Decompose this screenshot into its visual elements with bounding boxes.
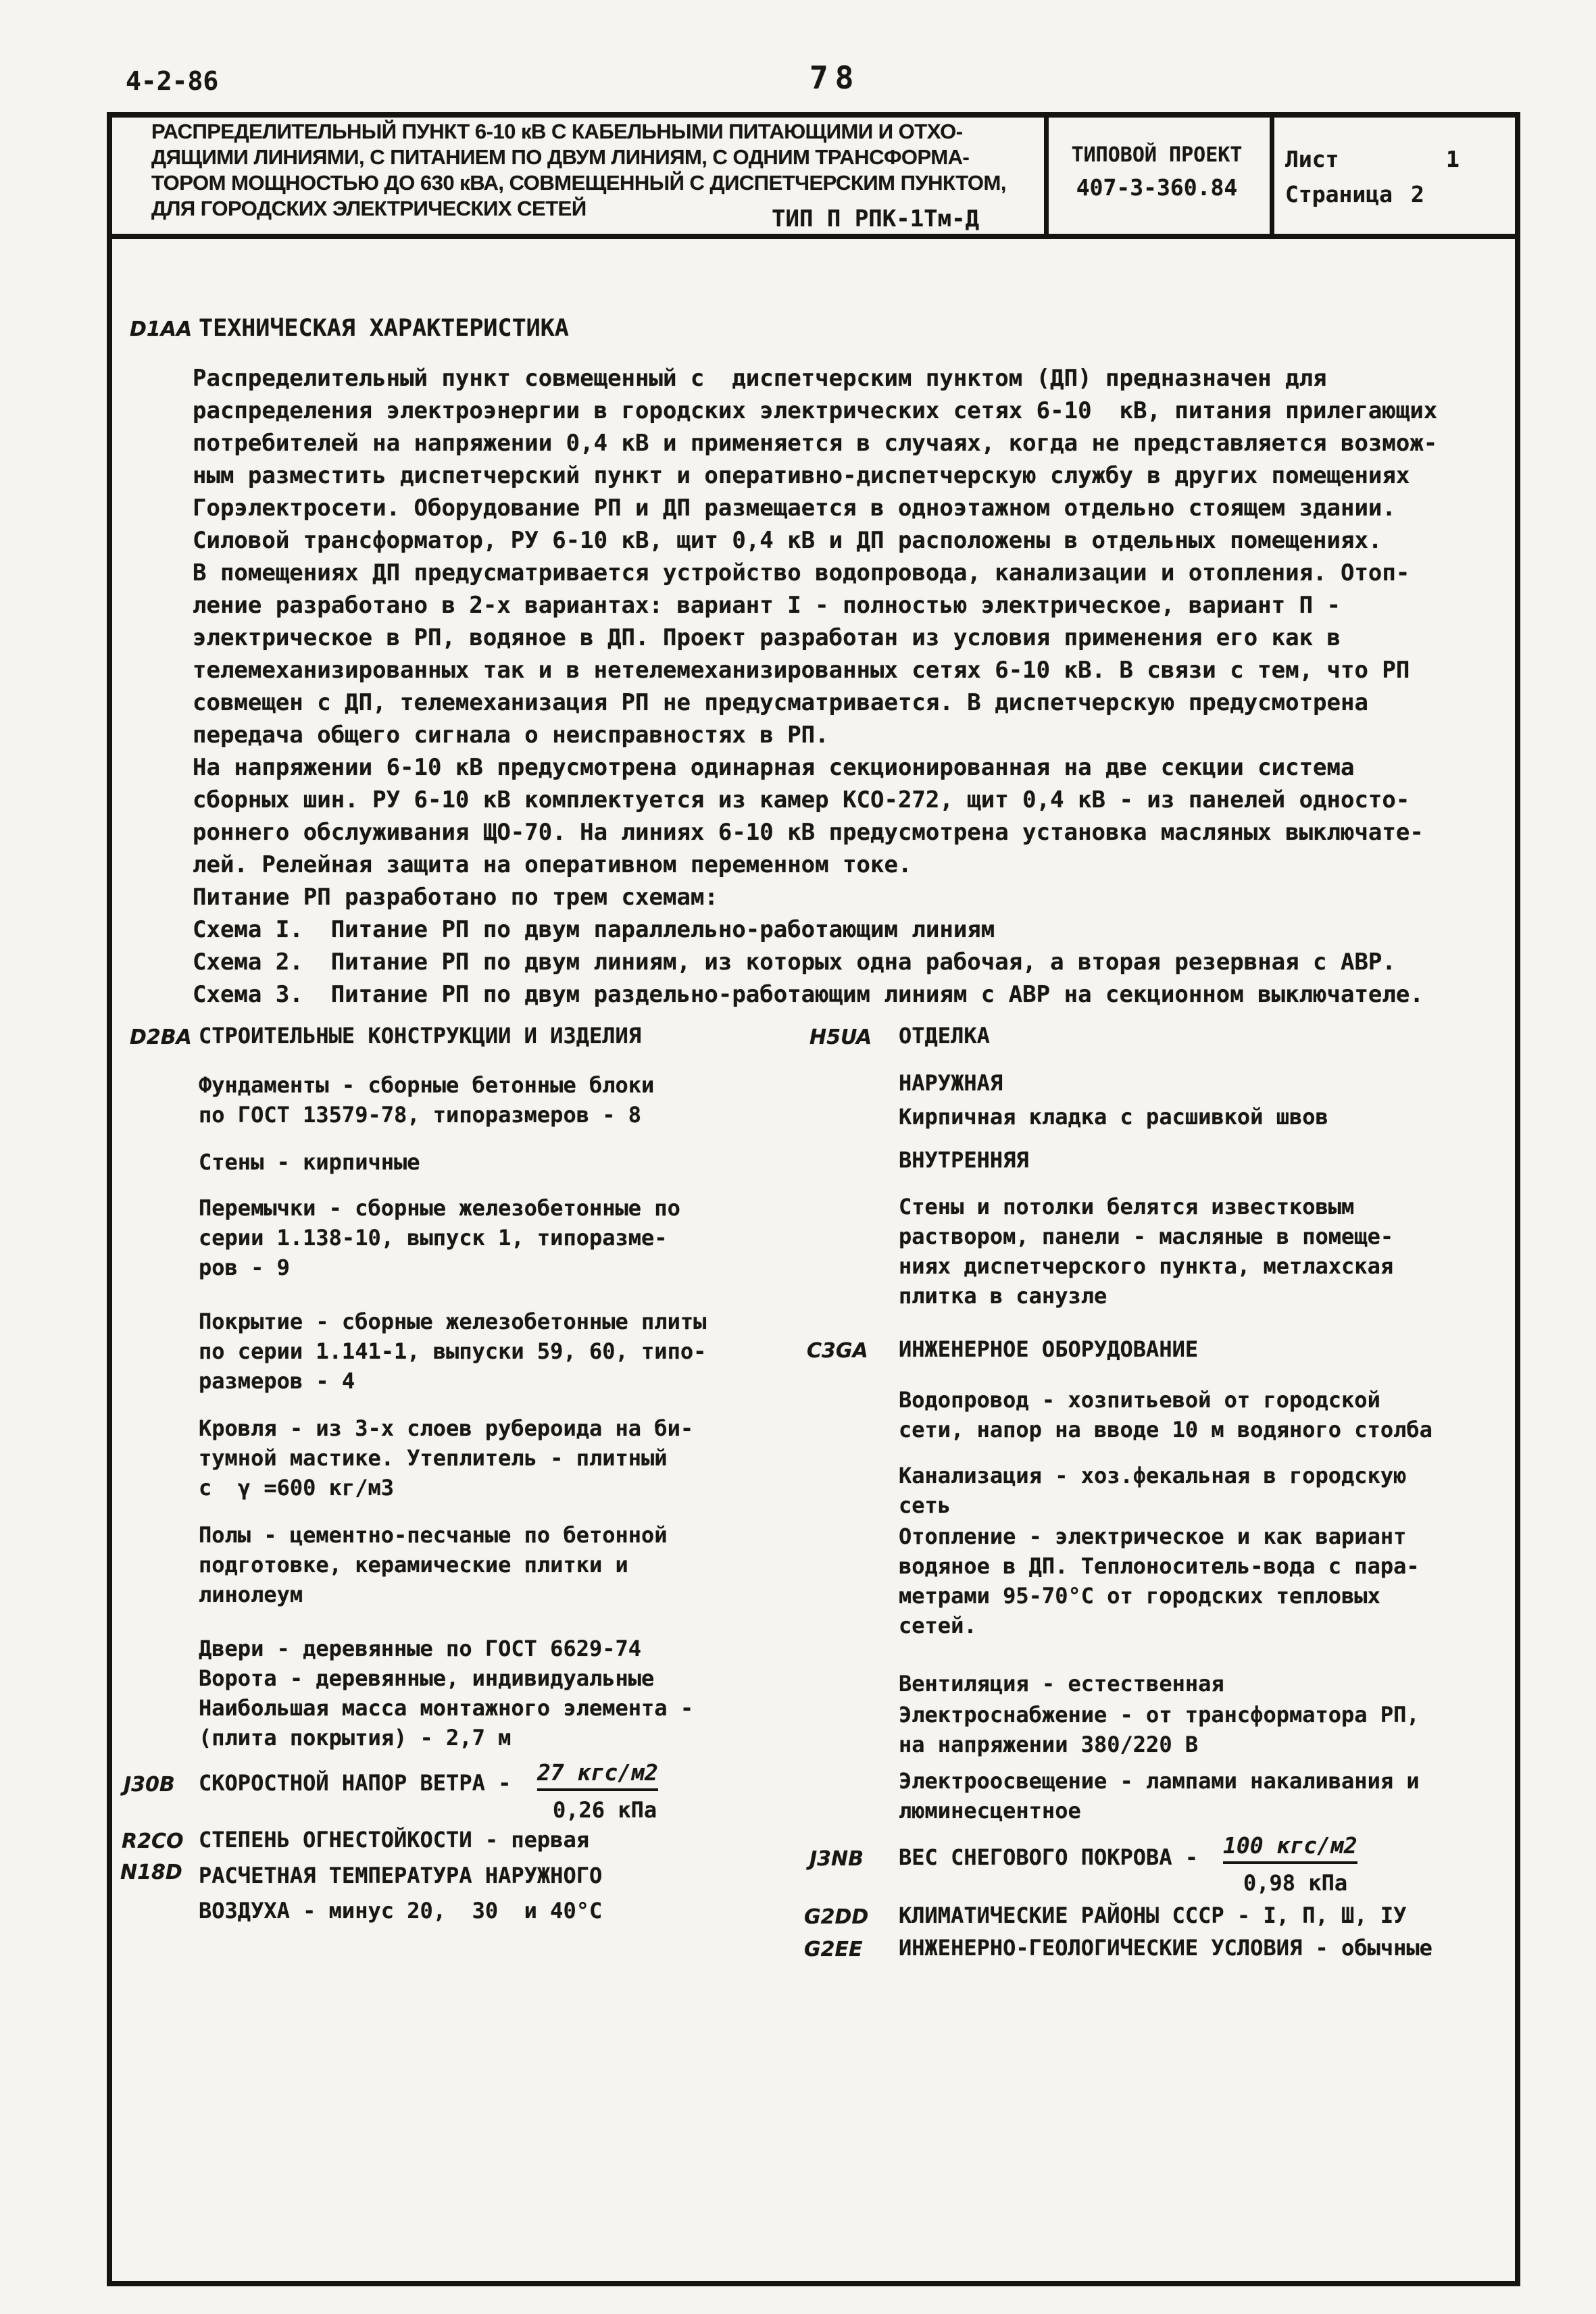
text-line: Силовой трансформатор, РУ 6-10 кВ, щит 0,4 кВ и ДП расположены в отдельных помещениях. bbox=[193, 527, 1382, 554]
header-divider-2 bbox=[1270, 115, 1274, 236]
text-line: электрическое в РП, водяное в ДП. Проект разработан из условия применения его как в bbox=[193, 624, 1341, 651]
finish-inner-text bbox=[899, 1192, 1393, 1311]
text-line: Стены и потолки белятся известковым bbox=[899, 1194, 1355, 1219]
text-line: ров - 9 bbox=[199, 1255, 290, 1280]
section-code-construction: D2BA bbox=[130, 1026, 192, 1049]
construction-foundations bbox=[199, 1070, 654, 1130]
text-line: плитка в санузле bbox=[899, 1283, 1107, 1309]
page-number: 78 bbox=[809, 59, 861, 96]
section-code-engineering: C3GA bbox=[807, 1339, 868, 1363]
text-line: совмещен с ДП, телемеханизация РП не предусматривается. В диспетчерскую предусмотрена bbox=[193, 689, 1368, 716]
text-line: серии 1.138-10, выпуск 1, типоразме- bbox=[199, 1225, 668, 1251]
text-line: Покрытие - сборные железобетонные плиты bbox=[199, 1309, 707, 1334]
section-code-snow: J3NB bbox=[809, 1847, 864, 1871]
section-code-geology: G2EE bbox=[804, 1938, 863, 1961]
header-bottom-rule bbox=[107, 234, 1520, 239]
engineering-sewage bbox=[899, 1461, 1406, 1520]
text-line: В помещениях ДП предусматривается устройство водопровода, канализации и отопления. Отоп- bbox=[193, 559, 1410, 586]
text-line: по ГОСТ 13579-78, типоразмеров - 8 bbox=[199, 1102, 642, 1128]
project-number: 407-3-360.84 bbox=[1076, 174, 1238, 201]
text-line: Схема 2. Питание РП по двум линиям, из которых одна рабочая, а вторая резервная с АВР. bbox=[193, 949, 1396, 976]
construction-lintels bbox=[199, 1193, 680, 1282]
text-line: размеров - 4 bbox=[199, 1368, 355, 1394]
wind-pressure-value-kgs: 27 кгс/м2 bbox=[537, 1759, 658, 1791]
wind-pressure-value-kpa: 0,26 кПа bbox=[553, 1797, 657, 1823]
text-line: подготовке, керамические плитки и bbox=[199, 1552, 628, 1578]
text-line: (плита покрытия) - 2,7 м bbox=[199, 1725, 512, 1751]
text-line: сборных шин. РУ 6-10 кВ комплектуется из камер КСО-272, щит 0,4 кВ - из панелей односто- bbox=[193, 786, 1410, 813]
finish-outer-label: НАРУЖНАЯ bbox=[899, 1070, 1003, 1096]
text-line: линолеум bbox=[199, 1582, 303, 1607]
engineering-power-supply bbox=[899, 1700, 1420, 1759]
finish-outer-text: Кирпичная кладка с расшивкой швов bbox=[899, 1104, 1328, 1130]
text-line: Схема 3. Питание РП по двум раздельно-работающим линиям с АВР на секционном выключателе. bbox=[193, 981, 1424, 1008]
text-line: Канализация - хоз.фекальная в городскую bbox=[899, 1463, 1407, 1488]
snow-load-value-kpa: 0,98 кПа bbox=[1243, 1870, 1348, 1896]
text-line: сети, напор на вводе 10 м водяного столба bbox=[899, 1417, 1432, 1442]
type-designation: ТИП П РПК-1Тм-Д bbox=[772, 205, 980, 232]
text-line: с γ =600 кг/м3 bbox=[199, 1475, 394, 1501]
engineering-lighting bbox=[899, 1766, 1420, 1826]
text-line: Кровля - из 3-х слоев рубероида на би- bbox=[199, 1415, 694, 1441]
engineering-water bbox=[899, 1385, 1432, 1444]
text-line: раствором, панели - масляные в помеще- bbox=[899, 1224, 1394, 1249]
text-line: роннего обслуживания ЩО-70. На линиях 6-10 кВ предусмотрена установка масляных выключате- bbox=[193, 819, 1424, 846]
text-line: РАСЧЕТНАЯ ТЕМПЕРАТУРА НАРУЖНОГО bbox=[199, 1863, 603, 1888]
section-title-tech: ТЕХНИЧЕСКАЯ ХАРАКТЕРИСТИКА bbox=[199, 315, 569, 342]
text-line: Стены - кирпичные bbox=[199, 1149, 420, 1175]
text-line: На напряжении 6-10 кВ предусмотрена одинарная секционированная на две секции система bbox=[193, 754, 1355, 781]
text-line: Ворота - деревянные, индивидуальные bbox=[199, 1665, 655, 1691]
text-line: Вентиляция - естественная bbox=[899, 1671, 1224, 1696]
text-line: лей. Релейная защита на оперативном переменном токе. bbox=[193, 851, 912, 878]
text-line: Перемычки - сборные железобетонные по bbox=[199, 1195, 680, 1221]
tech-paragraph bbox=[193, 362, 1437, 1011]
text-line: люминесцентное bbox=[899, 1798, 1081, 1823]
engineering-ventilation bbox=[899, 1669, 1224, 1699]
section-title-construction: СТРОИТЕЛЬНЫЕ КОНСТРУКЦИИ И ИЗДЕЛИЯ bbox=[199, 1023, 642, 1049]
text-line: водяное в ДП. Теплоноситель-вода с пара- bbox=[899, 1553, 1420, 1579]
text-line: распределения электроэнергии в городских электрических сетях 6-10 кВ, питания прилегающих bbox=[193, 397, 1438, 424]
text-line: тумной мастике. Утеплитель - плитный bbox=[199, 1445, 668, 1471]
snow-load-label: ВЕС СНЕГОВОГО ПОКРОВА - bbox=[899, 1844, 1199, 1870]
section-title-finish: ОТДЕЛКА bbox=[899, 1023, 990, 1049]
text-line: Электроосвещение - лампами накаливания и bbox=[899, 1768, 1420, 1794]
text-line: Электроснабжение - от трансформатора РП, bbox=[899, 1702, 1420, 1728]
wind-pressure-label: СКОРОСТНОЙ НАПОР ВЕТРА - bbox=[199, 1770, 512, 1796]
section-code-fire: R2CO bbox=[122, 1830, 184, 1853]
text-line: ДЯЩИМИ ЛИНИЯМИ, С ПИТАНИЕМ ПО ДВУМ ЛИНИЯМ, С ОДНИМ ТРАНСФОРМА- bbox=[151, 145, 970, 169]
sheet-label: Лист bbox=[1285, 146, 1339, 172]
text-line: Горэлектросети. Оборудование РП и ДП размещается в одноэтажном отдельно стоящем здании. bbox=[193, 495, 1396, 522]
text-line: Фундаменты - сборные бетонные блоки bbox=[199, 1072, 655, 1098]
text-line: сетей. bbox=[899, 1613, 977, 1638]
design-temperature bbox=[199, 1858, 602, 1928]
text-line: на напряжении 380/220 В bbox=[899, 1732, 1199, 1757]
construction-walls bbox=[199, 1147, 420, 1177]
text-line: потребителей на напряжении 0,4 кВ и применяется в случаях, когда не представляется возмож- bbox=[193, 430, 1438, 457]
text-line: Водопровод - хозпитьевой от городской bbox=[899, 1387, 1380, 1413]
text-line: сеть bbox=[899, 1492, 951, 1518]
page-label: Страница bbox=[1285, 181, 1393, 207]
engineering-heating bbox=[899, 1521, 1420, 1640]
section-code-finish: H5UA bbox=[809, 1026, 872, 1049]
climate-regions-text: КЛИМАТИЧЕСКИЕ РАЙОНЫ СССР - I, П, Ш, IУ bbox=[899, 1903, 1407, 1928]
section-code-wind: J30B bbox=[124, 1773, 175, 1796]
fire-resistance-text: СТЕПЕНЬ ОГНЕСТОЙКОСТИ - первая bbox=[199, 1827, 589, 1853]
text-line: ным разместить диспетчерский пункт и оперативно-диспетчерскую службу в других помещениях bbox=[193, 462, 1410, 489]
text-line: ТОРОМ МОЩНОСТЬЮ ДО 630 кВА, СОВМЕЩЕННЫЙ С ДИСПЕТЧЕРСКИМ ПУНКТОМ, bbox=[151, 171, 1006, 195]
text-line: ление разработано в 2-х вариантах: вариант I - полностью электрическое, вариант П - bbox=[193, 592, 1341, 619]
text-line: телемеханизированных так и в нетелемеханизированных сетях 6-10 кВ. В связи с тем, что РП bbox=[193, 657, 1410, 684]
text-line: Распределительный пункт совмещенный с диспетчерским пунктом (ДП) предназначен для bbox=[193, 365, 1327, 392]
snow-load-value-kgs: 100 кгс/м2 bbox=[1223, 1832, 1357, 1864]
text-line: Двери - деревянные по ГОСТ 6629-74 bbox=[199, 1636, 642, 1661]
text-line: ДЛЯ ГОРОДСКИХ ЭЛЕКТРИЧЕСКИХ СЕТЕЙ bbox=[151, 197, 587, 220]
text-line: передача общего сигнала о неисправностях в РП. bbox=[193, 722, 829, 749]
construction-roof bbox=[199, 1413, 693, 1503]
project-label: ТИПОВОЙ ПРОЕКТ bbox=[1071, 143, 1243, 167]
finish-inner-label: ВНУТРЕННЯЯ bbox=[899, 1147, 1029, 1173]
text-line: метрами 95-70°С от городских тепловых bbox=[899, 1583, 1380, 1609]
construction-doors bbox=[199, 1634, 693, 1753]
text-line: Питание РП разработано по трем схемам: bbox=[193, 884, 718, 911]
construction-covering bbox=[199, 1307, 706, 1396]
section-title-engineering: ИНЖЕНЕРНОЕ ОБОРУДОВАНИЕ bbox=[899, 1336, 1199, 1362]
text-line: Отопление - электрическое и как вариант bbox=[899, 1524, 1407, 1549]
geology-conditions-text: ИНЖЕНЕРНО-ГЕОЛОГИЧЕСКИЕ УСЛОВИЯ - обычные bbox=[899, 1935, 1432, 1961]
text-line: Схема I. Питание РП по двум параллельно-работающим линиям bbox=[193, 916, 995, 943]
construction-floors bbox=[199, 1520, 668, 1609]
page-value: 2 bbox=[1411, 181, 1424, 207]
text-line: РАСПРЕДЕЛИТЕЛЬНЫЙ ПУНКТ 6-10 кВ С КАБЕЛЬНЫМИ ПИТАЮЩИМИ И ОТХО- bbox=[151, 120, 963, 143]
text-line: Полы - цементно-песчаные по бетонной bbox=[199, 1522, 668, 1548]
text-line: по серии 1.141-1, выпуски 59, 60, типо- bbox=[199, 1338, 707, 1364]
text-line: ниях диспетчерского пункта, метлахская bbox=[899, 1253, 1394, 1279]
text-line: Наибольшая масса монтажного элемента - bbox=[199, 1695, 694, 1721]
section-code-climate: G2DD bbox=[804, 1905, 869, 1929]
section-code-tech: D1AA bbox=[130, 318, 193, 341]
section-code-temperature: N18D bbox=[120, 1861, 182, 1884]
text-line: ВОЗДУХА - минус 20, 30 и 40°С bbox=[199, 1898, 603, 1923]
document-code: 4-2-86 bbox=[126, 66, 219, 96]
sheet-value: 1 bbox=[1446, 146, 1460, 172]
